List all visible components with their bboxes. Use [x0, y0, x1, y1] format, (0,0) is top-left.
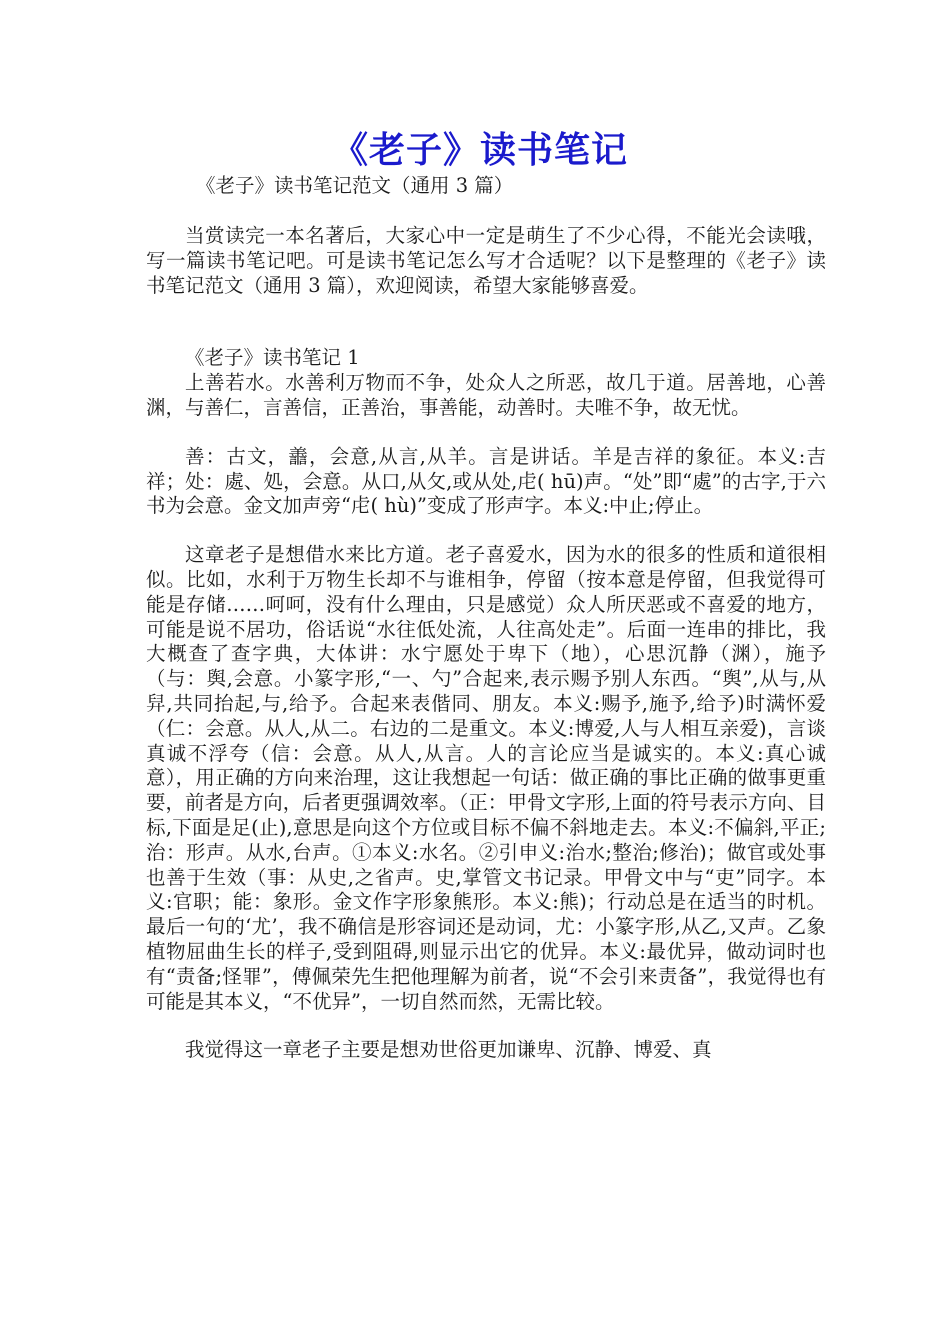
document-subtitle: 《老子》读书笔记范文（通用 3 篇）: [196, 174, 514, 197]
intro-paragraph: 当赏读完一本名著后，大家心中一定是萌生了不少心得，不能光会读哦，写一篇读书笔记吧。可是读书笔记怎么写才合适呢？以下是整理的《老子》读书笔记范文（通用 3 篇），欢迎阅读，希望大家能够喜爱。: [146, 224, 826, 297]
quote-paragraph: 上善若水。水善利万物而不争，处众人之所恶，故几于道。居善地，心善渊，与善仁，言善信，正善治，事善能，动善时。夫唯不争，故无忧。: [146, 371, 826, 419]
commentary-paragraph: 这章老子是想借水来比方道。老子喜爱水，因为水的很多的性质和道很相似。比如，水利于万物生长却不与谁相争，停留（按本意是停留，但我觉得可能是存储……呵呵，没有什么理由，只是感觉）众人所厌恶或不喜爱的地方，可能是说不居功，俗话说“水往低处流，人往高处走”。后面一连串的排比，我大概查了查字典，大体讲：水宁愿处于卑下（地），心思沉静（渊），施予（与：舆,会意。小篆字形,“一、勺”合起来,表示赐予别人东西。“舆”,从与,从舁,共同抬起,与,给予。合起来表偕同、朋友。本义:赐予,施予,给予)时满怀爱（仁：会意。从人,从二。右边的二是重文。本义:博爱,人与人相互亲爱)，言谈真诚不浮夸（信：会意。从人,从言。人的言论应当是诚实的。本义:真心诚意），用正确的方向来治理，这让我想起一句话：做正确的事比正确的做事更重要，前者是方向，后者更强调效率。（正：甲骨文字形,上面的符号表示方向、目标,下面是足(止),意思是向这个方位或目标不偏不斜地走去。本义:不偏斜,平正;治：形声。从水,台声。①本义:水名。②引申义:治水;整治;修治)；做官或处事也善于生效（事：从史,之省声。史,掌管文书记录。甲骨文中与“吏”同字。本义:官职；能：象形。金文作字形象熊形。本义:熊)；行动总是在适当的时机。最后一句的‘尤’，我不确信是形容词还是动词，尤：小篆字形,从乙,又声。乙象植物屈曲生长的样子,受到阻碍,则显示出它的优异。本义:最优异，做动词时也有“责备;怪罪”，傅佩荣先生把他理解为前者，说“不会引来责备”，我觉得也有可能是其本义，“不优异”，一切自然而然，无需比较。: [146, 543, 826, 1013]
glossary-paragraph: 善：古文，譱，会意,从言,从羊。言是讲话。羊是吉祥的象征。本义:吉祥；处：處、処，会意。从口,从攵,或从处,虍( hū)声。“处”即“處”的古字,于六书为会意。金文加声旁“虍( hù)”变成了形声字。本义:中止;停止。: [146, 444, 826, 518]
conclusion-paragraph: 我觉得这一章老子主要是想劝世俗更加谦卑、沉静、博爱、真: [185, 1038, 712, 1062]
document-title: 《老子》读书笔记: [331, 130, 628, 171]
document-page: [146, 128, 826, 1063]
section-heading-1: 《老子》读书笔记 1: [185, 346, 360, 370]
